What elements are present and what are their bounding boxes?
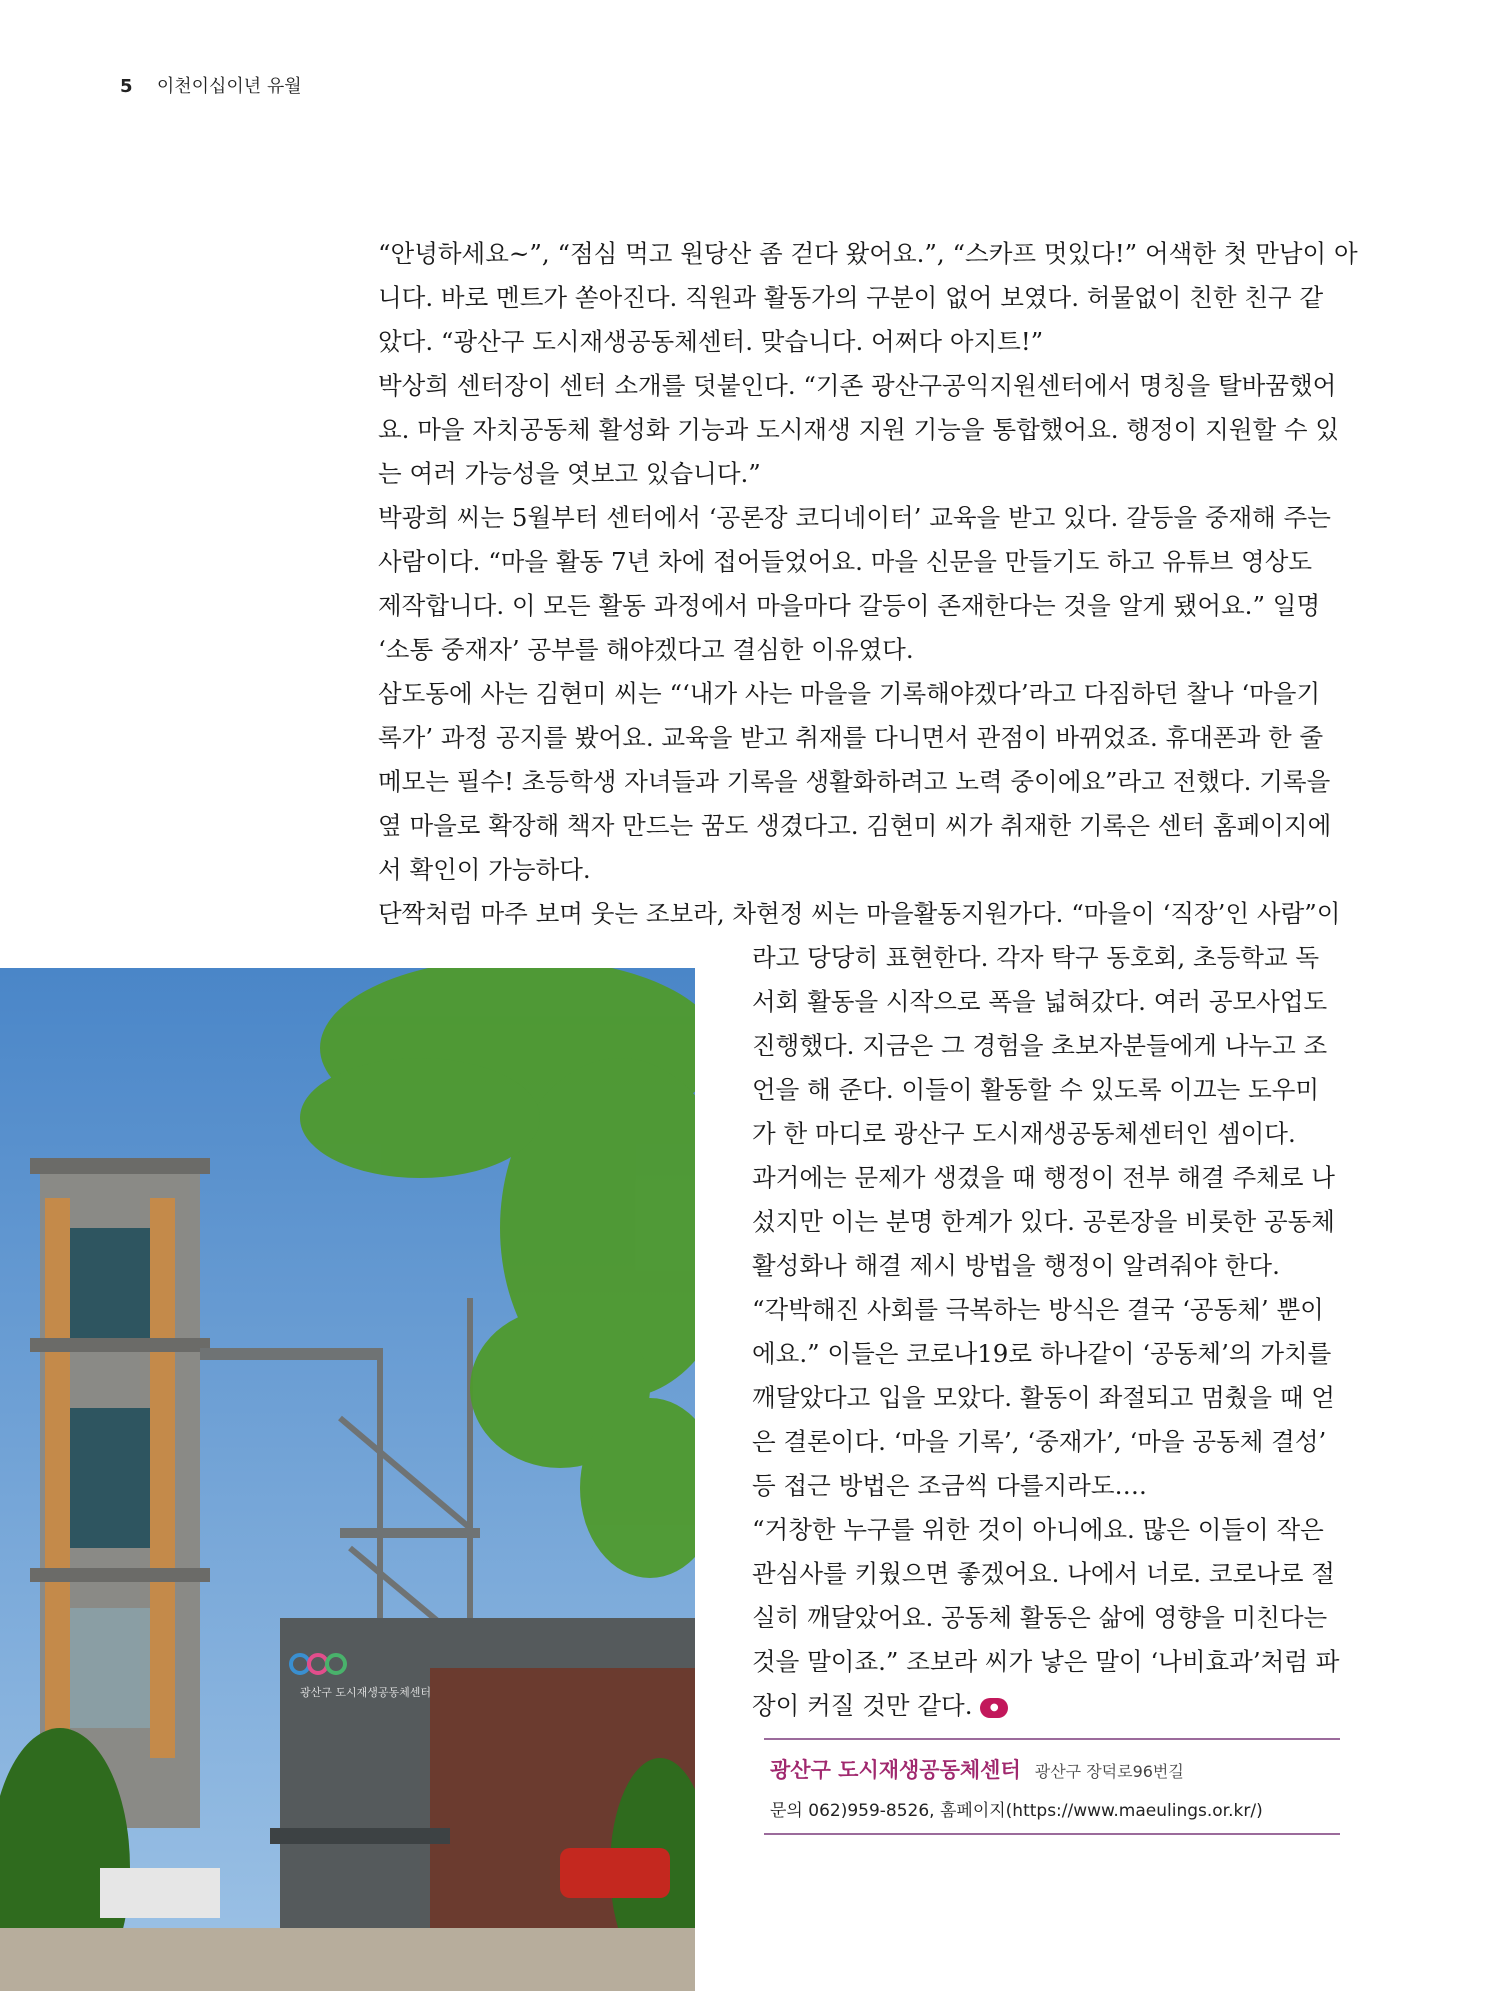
paragraph-4 (378, 672, 1334, 892)
paragraph-5 (752, 936, 1334, 1156)
text-line: 단짝처럼 마주 보며 웃는 조보라, 차현정 씨는 마을활동지원가다. “마을이 ‘직장’인 사람”이 (378, 899, 1341, 928)
contact-info: 문의 062)959-8526, 홈페이지(https://www.maeulings.or.kr/) (770, 1801, 1263, 1821)
text-line: 니다. 바로 멘트가 쏟아진다. 직원과 활동가의 구분이 없어 보였다. 허물없이 친한 친구 같 (378, 283, 1324, 312)
building-sign-text: 광산구 도시재생공동체센터 (300, 1686, 432, 1699)
text-line: 았다. “광산구 도시재생공동체센터. 맞습니다. 어쩌다 아지트!” (378, 327, 1044, 356)
text-line: 라고 당당히 표현한다. 각자 탁구 동호회, 초등학교 독 (752, 943, 1320, 972)
info-title-row (770, 1754, 1340, 1784)
text-line: 섰지만 이는 분명 한계가 있다. 공론장을 비롯한 공동체 (752, 1207, 1335, 1236)
text-line-last: 장이 커질 것만 같다. ● (752, 1684, 1334, 1728)
text-line: 깨달았다고 입을 모았다. 활동이 좌절되고 멈췄을 때 얻 (752, 1383, 1335, 1412)
issue-title: 이천이십이년 유월 (156, 76, 302, 97)
text-line: 관심사를 키웠으면 좋겠어요. 나에서 너로. 코로나로 절 (752, 1559, 1335, 1588)
text-line: 언을 해 준다. 이들이 활동할 수 있도록 이끄는 도우미 (752, 1075, 1320, 1104)
text-line: 제작합니다. 이 모든 활동 과정에서 마을마다 갈등이 존재한다는 것을 알게 됐어요.” 일명 (378, 591, 1321, 620)
text-line: 활성화나 해결 제시 방법을 행정이 알려줘야 한다. (752, 1251, 1280, 1280)
paragraph-3 (378, 496, 1334, 672)
text-line: 박상희 센터장이 센터 소개를 덧붙인다. “기존 광산구공익지원센터에서 명칭을 탈바꿈했어 (378, 371, 1337, 400)
organization-address: 광산구 장덕로96번길 (1034, 1762, 1184, 1781)
paragraph-1 (378, 232, 1358, 364)
organization-name: 광산구 도시재생공동체센터 (770, 1758, 1021, 1782)
text-line: 등 접근 방법은 조금씩 다를지라도…. (752, 1471, 1147, 1500)
text-line: 삼도동에 사는 김현미 씨는 “‘내가 사는 마을을 기록해야겠다’라고 다짐하던 찰나 ‘마을기 (378, 679, 1321, 708)
text-line: 사람이다. “마을 활동 7년 차에 접어들었어요. 마을 신문을 만들기도 하고 유튜브 영상도 (378, 547, 1313, 576)
paragraph-5-lead (378, 892, 1341, 936)
text-line: 메모는 필수! 초등학생 자녀들과 기록을 생활화하려고 노력 중이에요”라고 전했다. 기록을 (378, 767, 1331, 796)
text-line: 가 한 마디로 광산구 도시재생공동체센터인 셈이다. (752, 1119, 1296, 1148)
text-line: ‘소통 중재자’ 공부를 해야겠다고 결심한 이유였다. (378, 635, 914, 664)
text-line: 요. 마을 자치공동체 활성화 기능과 도시재생 지원 기능을 통합했어요. 행정이 지원할 수 있 (378, 415, 1340, 444)
text-line: 는 여러 가능성을 엿보고 있습니다.” (378, 459, 761, 488)
text-line: 에요.” 이들은 코로나19로 하나같이 ‘공동체’의 가치를 (752, 1339, 1332, 1368)
text-line: 것을 말이죠.” 조보라 씨가 낳은 말이 ‘나비효과’처럼 파 (752, 1647, 1340, 1676)
building-photo-illustration (0, 968, 695, 1991)
paragraph-8 (752, 1508, 1340, 1728)
text-line: “거창한 누구를 위한 것이 아니에요. 많은 이들이 작은 (752, 1515, 1324, 1544)
text-line: 진행했다. 지금은 그 경험을 초보자분들에게 나누고 조 (752, 1031, 1328, 1060)
center-building-photo (0, 968, 695, 1991)
page-header (120, 72, 302, 98)
text-line: 서회 활동을 시작으로 폭을 넓혀갔다. 여러 공모사업도 (752, 987, 1328, 1016)
page-number: 5 (120, 76, 133, 97)
text-line: 록가’ 과정 공지를 봤어요. 교육을 받고 취재를 다니면서 관점이 바뀌었죠. 휴대폰과 한 줄 (378, 723, 1324, 752)
text-line: 실히 깨달았어요. 공동체 활동은 삶에 영향을 미친다는 (752, 1603, 1328, 1632)
text-line: 박광희 씨는 5월부터 센터에서 ‘공론장 코디네이터’ 교육을 받고 있다. 갈등을 중재해 주는 (378, 503, 1331, 532)
text-line: “안녕하세요~”, “점심 먹고 원당산 좀 걷다 왔어요.”, “스카프 멋있다!” 어색한 첫 만남이 아 (378, 239, 1358, 268)
paragraph-2 (378, 364, 1340, 496)
paragraph-6 (752, 1156, 1334, 1288)
paragraph-7 (752, 1288, 1334, 1508)
article-end-mark-icon: ● (980, 1698, 1008, 1718)
text-line: “각박해진 사회를 극복하는 방식은 결국 ‘공동체’ 뿐이 (752, 1295, 1324, 1324)
text-line: 서 확인이 가능하다. (378, 855, 591, 884)
info-box (764, 1738, 1340, 1835)
text-line: 옆 마을로 확장해 책자 만드는 꿈도 생겼다고. 김현미 씨가 취재한 기록은 센터 홈페이지에 (378, 811, 1332, 840)
text-line: 은 결론이다. ‘마을 기록’, ‘중재가’, ‘마을 공동체 결성’ (752, 1427, 1327, 1456)
text-line: 과거에는 문제가 생겼을 때 행정이 전부 해결 주체로 나 (752, 1163, 1335, 1192)
